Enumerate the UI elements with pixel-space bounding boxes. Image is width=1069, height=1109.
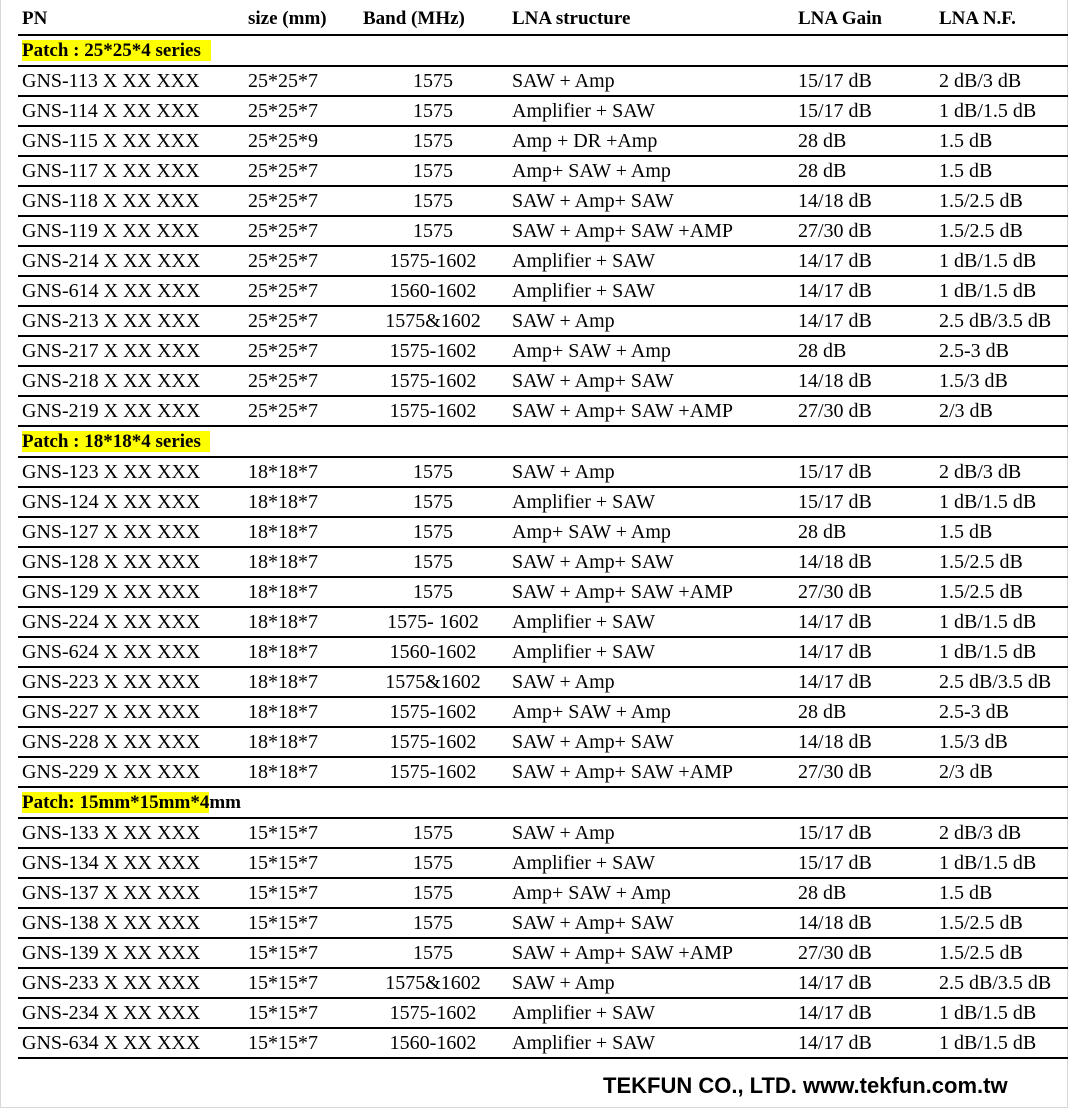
- cell-pn: GNS-124 X XX XXX: [22, 491, 201, 513]
- cell-pn: GNS-228 X XX XXX: [22, 731, 201, 753]
- cell-pn: GNS-134 X XX XXX: [22, 852, 201, 874]
- group-label: [18, 429, 210, 455]
- cell-size: 18*18*7: [248, 551, 318, 573]
- cell-pn: GNS-217 X XX XXX: [22, 340, 201, 362]
- cell-lna-nf: 2 dB/3 dB: [939, 822, 1022, 844]
- cell-lna-nf: 2.5 dB/3.5 dB: [939, 972, 1052, 994]
- cell-pn: GNS-137 X XX XXX: [22, 882, 201, 904]
- cell-lna-gain: 14/18 dB: [798, 370, 872, 392]
- table-row: [18, 367, 1068, 397]
- cell-band: 1575-1602: [389, 701, 477, 723]
- cell-size: 18*18*7: [248, 671, 318, 693]
- cell-lna-structure: Amp+ SAW + Amp: [512, 521, 671, 543]
- cell-lna-structure: Amplifier + SAW: [512, 1032, 655, 1054]
- cell-lna-gain: 27/30 dB: [798, 942, 872, 964]
- cell-size: 25*25*7: [248, 280, 318, 302]
- group-label-highlight: Patch: 15mm*15mm*4: [22, 792, 210, 813]
- cell-lna-nf: 1.5 dB: [939, 160, 993, 182]
- table-row: [18, 608, 1068, 638]
- cell-lna-structure: SAW + Amp+ SAW: [512, 370, 674, 392]
- cell-band: 1575: [413, 521, 453, 543]
- cell-band: 1575: [413, 491, 453, 513]
- cell-lna-nf: 2/3 dB: [939, 400, 993, 422]
- cell-pn: GNS-115 X XX XXX: [22, 130, 200, 152]
- cell-lna-gain: 28 dB: [798, 521, 847, 543]
- cell-lna-gain: 28 dB: [798, 701, 847, 723]
- cell-pn: GNS-614 X XX XXX: [22, 280, 201, 302]
- cell-lna-gain: 28 dB: [798, 160, 847, 182]
- table-row: [18, 999, 1068, 1029]
- cell-lna-gain: 14/17 dB: [798, 1002, 872, 1024]
- cell-size: 18*18*7: [248, 521, 318, 543]
- cell-band: 1575-1602: [389, 761, 477, 783]
- cell-pn: GNS-234 X XX XXX: [22, 1002, 201, 1024]
- cell-pn: GNS-233 X XX XXX: [22, 972, 201, 994]
- cell-lna-nf: 1.5/2.5 dB: [939, 190, 1023, 212]
- cell-lna-structure: SAW + Amp+ SAW: [512, 551, 674, 573]
- cell-band: 1575: [413, 100, 453, 122]
- table-row: [18, 397, 1068, 427]
- cell-lna-gain: 14/18 dB: [798, 912, 872, 934]
- cell-size: 25*25*7: [248, 310, 318, 332]
- header-lna-gain: LNA Gain: [798, 8, 882, 29]
- table-row: [18, 758, 1068, 788]
- cell-lna-gain: 14/17 dB: [798, 280, 872, 302]
- cell-lna-gain: 15/17 dB: [798, 852, 872, 874]
- cell-pn: GNS-118 X XX XXX: [22, 190, 200, 212]
- cell-pn: GNS-224 X XX XXX: [22, 611, 201, 633]
- cell-pn: GNS-229 X XX XXX: [22, 761, 201, 783]
- cell-lna-structure: SAW + Amp+ SAW +AMP: [512, 220, 734, 242]
- table-row: [18, 458, 1068, 488]
- cell-pn: GNS-117 X XX XXX: [22, 160, 200, 182]
- cell-lna-gain: 27/30 dB: [798, 400, 872, 422]
- table-row: [18, 157, 1068, 187]
- cell-band: 1575-1602: [389, 731, 477, 753]
- cell-size: 18*18*7: [248, 611, 318, 633]
- cell-band: 1575&1602: [385, 972, 481, 994]
- cell-size: 18*18*7: [248, 731, 318, 753]
- cell-pn: GNS-213 X XX XXX: [22, 310, 201, 332]
- cell-band: 1575-1602: [389, 250, 477, 272]
- cell-size: 25*25*7: [248, 70, 318, 92]
- cell-lna-gain: 14/17 dB: [798, 671, 872, 693]
- cell-lna-nf: 1.5/2.5 dB: [939, 581, 1023, 603]
- cell-lna-structure: Amp+ SAW + Amp: [512, 340, 671, 362]
- table-row: [18, 909, 1068, 939]
- cell-lna-gain: 27/30 dB: [798, 581, 872, 603]
- table-row: [18, 578, 1068, 608]
- cell-lna-gain: 15/17 dB: [798, 461, 872, 483]
- cell-lna-gain: 14/17 dB: [798, 641, 872, 663]
- cell-size: 18*18*7: [248, 641, 318, 663]
- cell-size: 18*18*7: [248, 491, 318, 513]
- table-row: [18, 668, 1068, 698]
- table-row: [18, 969, 1068, 999]
- table-row: [18, 247, 1068, 277]
- table-row: [18, 819, 1068, 849]
- cell-lna-nf: 1.5 dB: [939, 882, 993, 904]
- cell-lna-nf: 2.5-3 dB: [939, 701, 1009, 723]
- cell-lna-structure: SAW + Amp+ SAW +AMP: [512, 942, 734, 964]
- cell-lna-gain: 15/17 dB: [798, 491, 872, 513]
- table-row: [18, 217, 1068, 247]
- group-label-rest: mm: [209, 792, 241, 813]
- table-row: [18, 728, 1068, 758]
- cell-lna-gain: 14/17 dB: [798, 250, 872, 272]
- table-row: [18, 638, 1068, 668]
- cell-lna-nf: 1.5/2.5 dB: [939, 912, 1023, 934]
- group-label-highlight: Patch : 25*25*4 series: [22, 40, 211, 61]
- cell-size: 15*15*7: [248, 912, 318, 934]
- cell-pn: GNS-139 X XX XXX: [22, 942, 201, 964]
- company-footer: TEKFUN CO., LTD. www.tekfun.com.tw: [603, 1073, 1008, 1098]
- cell-size: 25*25*9: [248, 130, 318, 152]
- cell-lna-structure: Amp+ SAW + Amp: [512, 160, 671, 182]
- cell-pn: GNS-223 X XX XXX: [22, 671, 201, 693]
- table-row: [18, 97, 1068, 127]
- cell-band: 1575-1602: [389, 400, 477, 422]
- cell-lna-structure: Amplifier + SAW: [512, 250, 655, 272]
- cell-band: 1575: [413, 551, 453, 573]
- cell-lna-structure: SAW + Amp+ SAW +AMP: [512, 761, 734, 783]
- cell-lna-nf: 1.5/3 dB: [939, 731, 1008, 753]
- cell-band: 1575: [413, 882, 453, 904]
- cell-lna-gain: 27/30 dB: [798, 761, 872, 783]
- cell-lna-gain: 15/17 dB: [798, 100, 872, 122]
- table-row: [18, 1029, 1068, 1059]
- cell-lna-nf: 2/3 dB: [939, 761, 993, 783]
- cell-lna-structure: Amp+ SAW + Amp: [512, 882, 671, 904]
- cell-lna-gain: 28 dB: [798, 882, 847, 904]
- cell-lna-structure: SAW + Amp+ SAW +AMP: [512, 581, 734, 603]
- group-header: [18, 427, 1068, 458]
- cell-lna-nf: 2.5 dB/3.5 dB: [939, 310, 1052, 332]
- cell-band: 1575: [413, 130, 453, 152]
- cell-pn: GNS-227 X XX XXX: [22, 701, 201, 723]
- cell-size: 25*25*7: [248, 340, 318, 362]
- cell-lna-structure: Amplifier + SAW: [512, 611, 655, 633]
- cell-size: 25*25*7: [248, 190, 318, 212]
- group-label: [18, 38, 211, 64]
- cell-band: 1575: [413, 190, 453, 212]
- cell-lna-gain: 28 dB: [798, 130, 847, 152]
- header-lna-nf: LNA N.F.: [939, 8, 1016, 29]
- cell-lna-nf: 1 dB/1.5 dB: [939, 1002, 1037, 1024]
- table-row: [18, 488, 1068, 518]
- cell-size: 25*25*7: [248, 160, 318, 182]
- cell-lna-structure: SAW + Amp: [512, 822, 615, 844]
- spec-table: [18, 4, 1068, 1059]
- table-row: [18, 187, 1068, 217]
- cell-lna-gain: 14/18 dB: [798, 190, 872, 212]
- cell-pn: GNS-138 X XX XXX: [22, 912, 201, 934]
- table-row: [18, 939, 1068, 969]
- cell-pn: GNS-127 X XX XXX: [22, 521, 201, 543]
- cell-lna-structure: SAW + Amp: [512, 972, 615, 994]
- cell-lna-nf: 1 dB/1.5 dB: [939, 1032, 1037, 1054]
- table-row: [18, 127, 1068, 157]
- table-row: [18, 307, 1068, 337]
- cell-pn: GNS-119 X XX XXX: [22, 220, 200, 242]
- cell-size: 25*25*7: [248, 250, 318, 272]
- cell-band: 1575: [413, 822, 453, 844]
- cell-band: 1560-1602: [389, 280, 477, 302]
- cell-size: 18*18*7: [248, 581, 318, 603]
- cell-lna-nf: 1 dB/1.5 dB: [939, 100, 1037, 122]
- cell-band: 1560-1602: [389, 641, 477, 663]
- cell-lna-nf: 1.5/2.5 dB: [939, 942, 1023, 964]
- header-band: Band (MHz): [363, 8, 465, 29]
- cell-lna-gain: 14/17 dB: [798, 972, 872, 994]
- cell-lna-gain: 14/17 dB: [798, 611, 872, 633]
- table-row: [18, 277, 1068, 307]
- table-row: [18, 879, 1068, 909]
- table-row: [18, 518, 1068, 548]
- cell-pn: GNS-113 X XX XXX: [22, 70, 200, 92]
- cell-lna-gain: 14/18 dB: [798, 551, 872, 573]
- cell-band: 1575- 1602: [387, 611, 479, 633]
- cell-size: 15*15*7: [248, 972, 318, 994]
- cell-lna-nf: 1 dB/1.5 dB: [939, 250, 1037, 272]
- cell-pn: GNS-634 X XX XXX: [22, 1032, 201, 1054]
- group-label-highlight: Patch : 18*18*4 series: [22, 431, 210, 452]
- cell-lna-structure: Amplifier + SAW: [512, 100, 655, 122]
- cell-lna-nf: 1 dB/1.5 dB: [939, 280, 1037, 302]
- cell-lna-structure: Amplifier + SAW: [512, 852, 655, 874]
- cell-pn: GNS-114 X XX XXX: [22, 100, 200, 122]
- cell-pn: GNS-218 X XX XXX: [22, 370, 201, 392]
- header-lna-structure: LNA structure: [512, 8, 631, 29]
- cell-pn: GNS-624 X XX XXX: [22, 641, 201, 663]
- cell-lna-gain: 14/17 dB: [798, 1032, 872, 1054]
- cell-lna-structure: Amplifier + SAW: [512, 491, 655, 513]
- cell-lna-nf: 1 dB/1.5 dB: [939, 852, 1037, 874]
- cell-lna-nf: 2.5 dB/3.5 dB: [939, 671, 1052, 693]
- cell-lna-nf: 1 dB/1.5 dB: [939, 641, 1037, 663]
- cell-size: 25*25*7: [248, 220, 318, 242]
- cell-lna-gain: 15/17 dB: [798, 70, 872, 92]
- cell-lna-nf: 2 dB/3 dB: [939, 461, 1022, 483]
- cell-band: 1575: [413, 912, 453, 934]
- cell-size: 18*18*7: [248, 461, 318, 483]
- cell-band: 1575&1602: [385, 671, 481, 693]
- group-header: [18, 788, 1068, 819]
- cell-band: 1560-1602: [389, 1032, 477, 1054]
- table-row: [18, 698, 1068, 728]
- cell-lna-nf: 2.5-3 dB: [939, 340, 1009, 362]
- cell-size: 25*25*7: [248, 100, 318, 122]
- table-row: [18, 849, 1068, 879]
- cell-size: 15*15*7: [248, 942, 318, 964]
- cell-lna-structure: SAW + Amp: [512, 310, 615, 332]
- cell-size: 25*25*7: [248, 400, 318, 422]
- cell-lna-nf: 1.5/2.5 dB: [939, 220, 1023, 242]
- cell-band: 1575-1602: [389, 1002, 477, 1024]
- cell-pn: GNS-219 X XX XXX: [22, 400, 201, 422]
- cell-lna-structure: SAW + Amp: [512, 70, 615, 92]
- cell-size: 25*25*7: [248, 370, 318, 392]
- cell-lna-nf: 1.5/3 dB: [939, 370, 1008, 392]
- cell-size: 15*15*7: [248, 1032, 318, 1054]
- cell-band: 1575: [413, 852, 453, 874]
- group-label: [18, 790, 241, 816]
- cell-lna-gain: 28 dB: [798, 340, 847, 362]
- cell-band: 1575: [413, 160, 453, 182]
- cell-size: 18*18*7: [248, 701, 318, 723]
- cell-lna-gain: 14/18 dB: [798, 731, 872, 753]
- cell-lna-structure: SAW + Amp+ SAW +AMP: [512, 400, 734, 422]
- header-pn: PN: [22, 8, 48, 29]
- group-header: [18, 36, 1068, 67]
- cell-lna-structure: Amplifier + SAW: [512, 280, 655, 302]
- cell-size: 15*15*7: [248, 1002, 318, 1024]
- cell-lna-structure: Amplifier + SAW: [512, 641, 655, 663]
- table-body: [18, 36, 1068, 1059]
- cell-lna-gain: 27/30 dB: [798, 220, 872, 242]
- cell-size: 18*18*7: [248, 761, 318, 783]
- cell-band: 1575-1602: [389, 370, 477, 392]
- cell-size: 15*15*7: [248, 882, 318, 904]
- cell-band: 1575&1602: [385, 310, 481, 332]
- cell-lna-structure: SAW + Amp: [512, 461, 615, 483]
- header-size: size (mm): [248, 8, 327, 29]
- cell-pn: GNS-128 X XX XXX: [22, 551, 201, 573]
- cell-pn: GNS-133 X XX XXX: [22, 822, 201, 844]
- cell-lna-structure: SAW + Amp+ SAW: [512, 190, 674, 212]
- cell-band: 1575: [413, 581, 453, 603]
- cell-pn: GNS-129 X XX XXX: [22, 581, 201, 603]
- cell-lna-nf: 1 dB/1.5 dB: [939, 491, 1037, 513]
- cell-size: 15*15*7: [248, 822, 318, 844]
- cell-size: 15*15*7: [248, 852, 318, 874]
- cell-lna-structure: SAW + Amp: [512, 671, 615, 693]
- cell-band: 1575: [413, 942, 453, 964]
- cell-lna-nf: 1 dB/1.5 dB: [939, 611, 1037, 633]
- cell-band: 1575: [413, 461, 453, 483]
- cell-lna-nf: 1.5/2.5 dB: [939, 551, 1023, 573]
- cell-lna-structure: Amp+ SAW + Amp: [512, 701, 671, 723]
- cell-lna-gain: 14/17 dB: [798, 310, 872, 332]
- cell-lna-structure: SAW + Amp+ SAW: [512, 912, 674, 934]
- cell-lna-structure: Amplifier + SAW: [512, 1002, 655, 1024]
- table-row: [18, 337, 1068, 367]
- cell-lna-nf: 1.5 dB: [939, 521, 993, 543]
- cell-lna-gain: 15/17 dB: [798, 822, 872, 844]
- cell-lna-nf: 1.5 dB: [939, 130, 993, 152]
- table-header: [18, 4, 1068, 36]
- cell-band: 1575-1602: [389, 340, 477, 362]
- cell-pn: GNS-123 X XX XXX: [22, 461, 201, 483]
- cell-band: 1575: [413, 220, 453, 242]
- cell-lna-structure: Amp + DR +Amp: [512, 130, 658, 152]
- table-row: [18, 67, 1068, 97]
- cell-band: 1575: [413, 70, 453, 92]
- cell-pn: GNS-214 X XX XXX: [22, 250, 201, 272]
- table-row: [18, 548, 1068, 578]
- cell-lna-structure: SAW + Amp+ SAW: [512, 731, 674, 753]
- cell-lna-nf: 2 dB/3 dB: [939, 70, 1022, 92]
